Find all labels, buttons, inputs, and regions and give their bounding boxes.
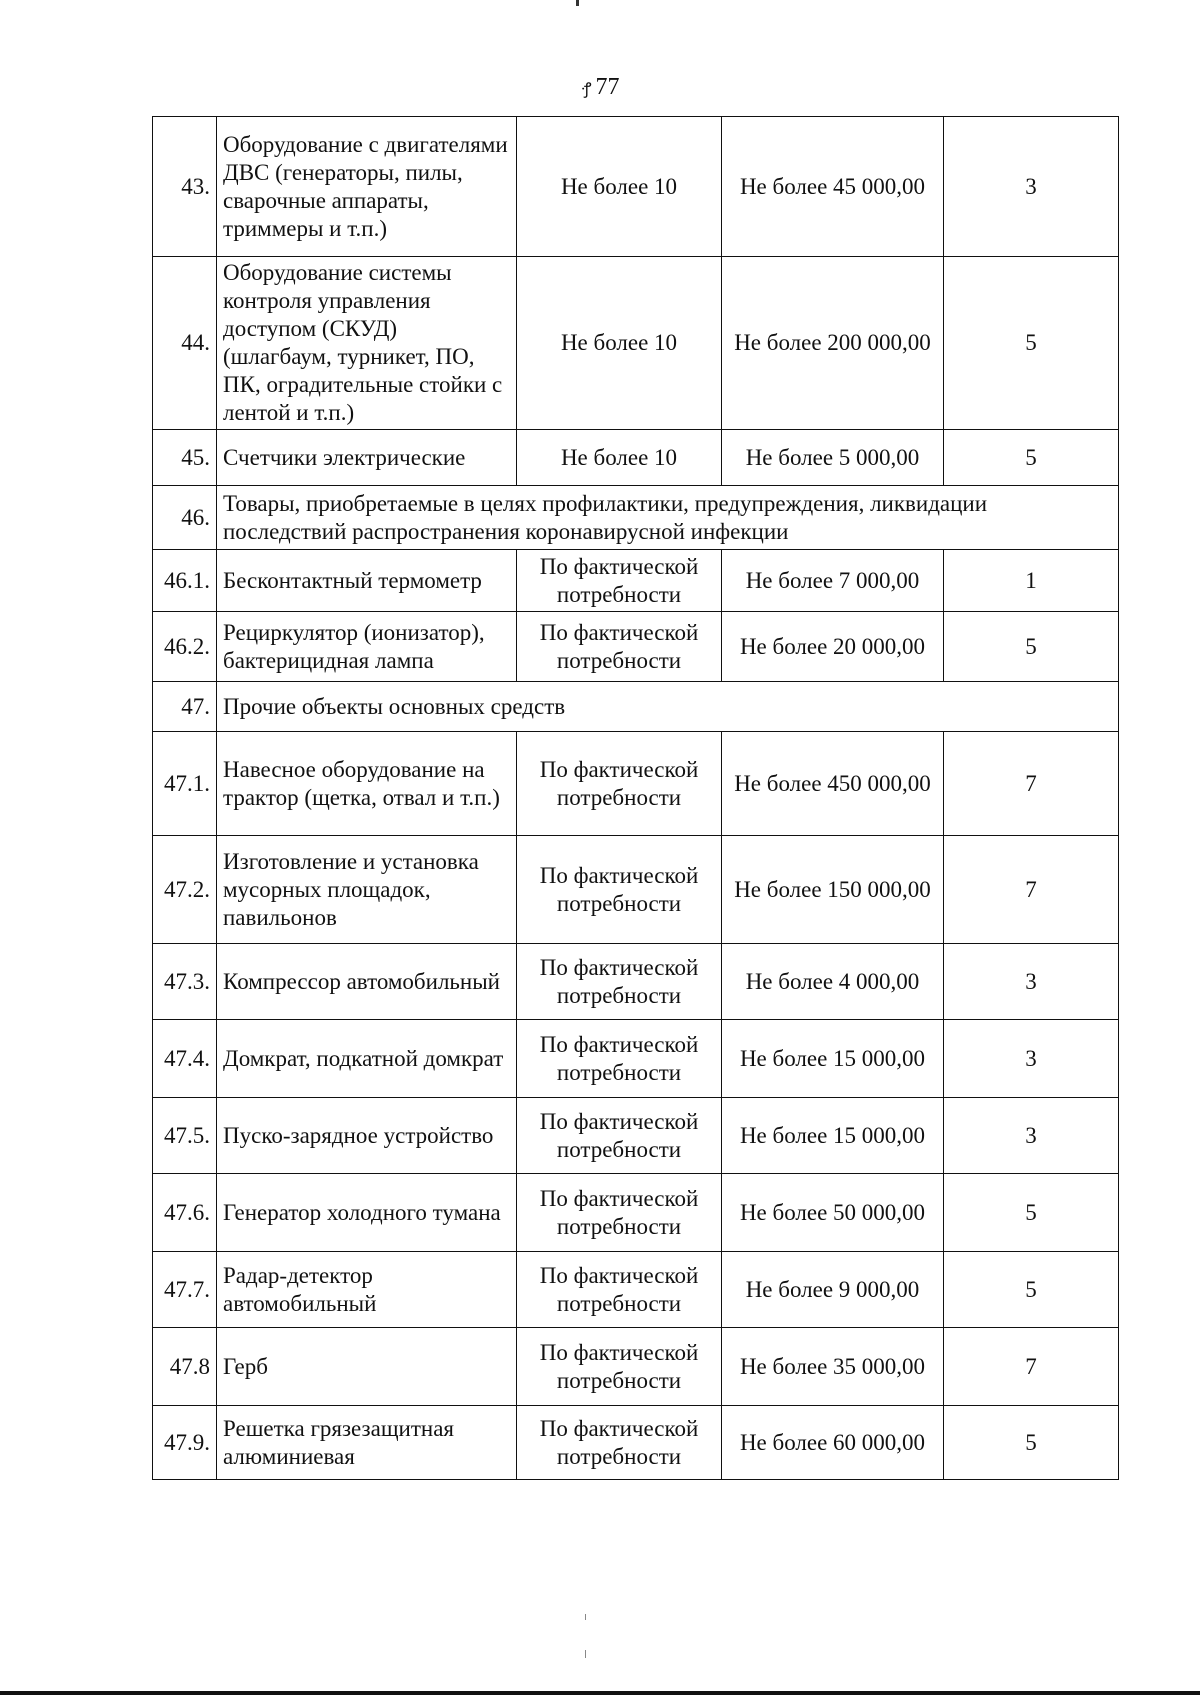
scan-tick (585, 1614, 586, 1620)
price-cell: Не более 4 000,00 (722, 944, 944, 1020)
price-cell: Не более 50 000,00 (722, 1174, 944, 1252)
scan-speck (576, 0, 579, 6)
service-life-cell: 7 (944, 836, 1119, 944)
row-number-cell: 44. (153, 257, 217, 430)
quantity-cell: По фактической потребности (517, 836, 722, 944)
table-row (153, 836, 1119, 944)
table-row (153, 1098, 1119, 1174)
row-number-cell: 47. (153, 682, 217, 732)
item-name-cell: Бесконтактный термометр (217, 550, 517, 612)
row-number-cell: 45. (153, 430, 217, 486)
table-row (153, 1174, 1119, 1252)
item-name-cell: Герб (217, 1328, 517, 1406)
row-number-cell: 47.2. (153, 836, 217, 944)
items-table-body (153, 117, 1119, 1480)
price-cell: Не более 15 000,00 (722, 1098, 944, 1174)
table-row (153, 430, 1119, 486)
scan-tick (585, 1650, 586, 1658)
item-name-cell: Домкрат, подкатной домкрат (217, 1020, 517, 1098)
quantity-cell: По фактической потребности (517, 1174, 722, 1252)
item-name-cell: Навесное оборудование на трактор (щетка, отвал и т.п.) (217, 732, 517, 836)
row-number-cell: 47.6. (153, 1174, 217, 1252)
items-table-wrapper (152, 116, 1118, 1480)
table-row (153, 1406, 1119, 1480)
quantity-cell: По фактической потребности (517, 1020, 722, 1098)
bottom-edge-rule (0, 1691, 1200, 1695)
handwritten-mark: ·ꝭ (580, 81, 590, 98)
price-cell: Не более 200 000,00 (722, 257, 944, 430)
price-cell: Не более 15 000,00 (722, 1020, 944, 1098)
item-name-cell: Пуско-зарядное устройство (217, 1098, 517, 1174)
item-name-cell: Решетка грязезащитная алюминиевая (217, 1406, 517, 1480)
table-row (153, 732, 1119, 836)
price-cell: Не более 45 000,00 (722, 117, 944, 257)
item-name-cell: Компрессор автомобильный (217, 944, 517, 1020)
row-number-cell: 47.7. (153, 1252, 217, 1328)
item-name-cell: Изготовление и установка мусорных площадок, павильонов (217, 836, 517, 944)
table-row (153, 944, 1119, 1020)
table-section-row (153, 486, 1119, 550)
quantity-cell: По фактической потребности (517, 1328, 722, 1406)
row-number-cell: 46. (153, 486, 217, 550)
row-number-cell: 47.1. (153, 732, 217, 836)
row-number-cell: 47.8 (153, 1328, 217, 1406)
item-name-cell: Счетчики электрические (217, 430, 517, 486)
page-number (0, 72, 1200, 105)
service-life-cell: 3 (944, 117, 1119, 257)
service-life-cell: 5 (944, 257, 1119, 430)
row-number-cell: 47.4. (153, 1020, 217, 1098)
item-name-cell: Рециркулятор (ионизатор), бактерицидная лампа (217, 612, 517, 682)
price-cell: Не более 150 000,00 (722, 836, 944, 944)
quantity-cell: По фактической потребности (517, 1252, 722, 1328)
items-table (152, 116, 1119, 1480)
row-number-cell: 46.2. (153, 612, 217, 682)
row-number-cell: 47.9. (153, 1406, 217, 1480)
service-life-cell: 3 (944, 1098, 1119, 1174)
table-row (153, 117, 1119, 257)
row-number-cell: 47.3. (153, 944, 217, 1020)
table-section-row (153, 682, 1119, 732)
service-life-cell: 3 (944, 944, 1119, 1020)
quantity-cell: По фактической потребности (517, 550, 722, 612)
service-life-cell: 5 (944, 612, 1119, 682)
quantity-cell: Не более 10 (517, 117, 722, 257)
price-cell: Не более 60 000,00 (722, 1406, 944, 1480)
table-row (153, 1020, 1119, 1098)
table-row (153, 257, 1119, 430)
price-cell: Не более 35 000,00 (722, 1328, 944, 1406)
quantity-cell: Не более 10 (517, 257, 722, 430)
service-life-cell: 3 (944, 1020, 1119, 1098)
item-name-cell: Оборудование с двигателями ДВС (генераторы, пилы, сварочные аппараты, триммеры и т.п.) (217, 117, 517, 257)
row-number-cell: 47.5. (153, 1098, 217, 1174)
quantity-cell: По фактической потребности (517, 1406, 722, 1480)
quantity-cell: По фактической потребности (517, 732, 722, 836)
service-life-cell: 5 (944, 1406, 1119, 1480)
service-life-cell: 5 (944, 430, 1119, 486)
service-life-cell: 1 (944, 550, 1119, 612)
row-number-cell: 43. (153, 117, 217, 257)
service-life-cell: 5 (944, 1252, 1119, 1328)
quantity-cell: По фактической потребности (517, 944, 722, 1020)
price-cell: Не более 5 000,00 (722, 430, 944, 486)
price-cell: Не более 450 000,00 (722, 732, 944, 836)
table-row (153, 612, 1119, 682)
quantity-cell: По фактической потребности (517, 1098, 722, 1174)
price-cell: Не более 7 000,00 (722, 550, 944, 612)
section-title-cell: Прочие объекты основных средств (217, 682, 1119, 732)
item-name-cell: Генератор холодного тумана (217, 1174, 517, 1252)
page-number-value: 77 (595, 74, 620, 100)
service-life-cell: 7 (944, 732, 1119, 836)
service-life-cell: 7 (944, 1328, 1119, 1406)
item-name-cell: Радар-детектор автомобильный (217, 1252, 517, 1328)
price-cell: Не более 20 000,00 (722, 612, 944, 682)
row-number-cell: 46.1. (153, 550, 217, 612)
table-row (153, 550, 1119, 612)
quantity-cell: Не более 10 (517, 430, 722, 486)
service-life-cell: 5 (944, 1174, 1119, 1252)
section-title-cell: Товары, приобретаемые в целях профилактики, предупреждения, ликвидации последствий распространения коронавирусной инфекции (217, 486, 1119, 550)
table-row (153, 1252, 1119, 1328)
table-row (153, 1328, 1119, 1406)
item-name-cell: Оборудование системы контроля управления доступом (СКУД) (шлагбаум, турникет, ПО, ПК, оградительные стойки с лентой и т.п.) (217, 257, 517, 430)
price-cell: Не более 9 000,00 (722, 1252, 944, 1328)
quantity-cell: По фактической потребности (517, 612, 722, 682)
